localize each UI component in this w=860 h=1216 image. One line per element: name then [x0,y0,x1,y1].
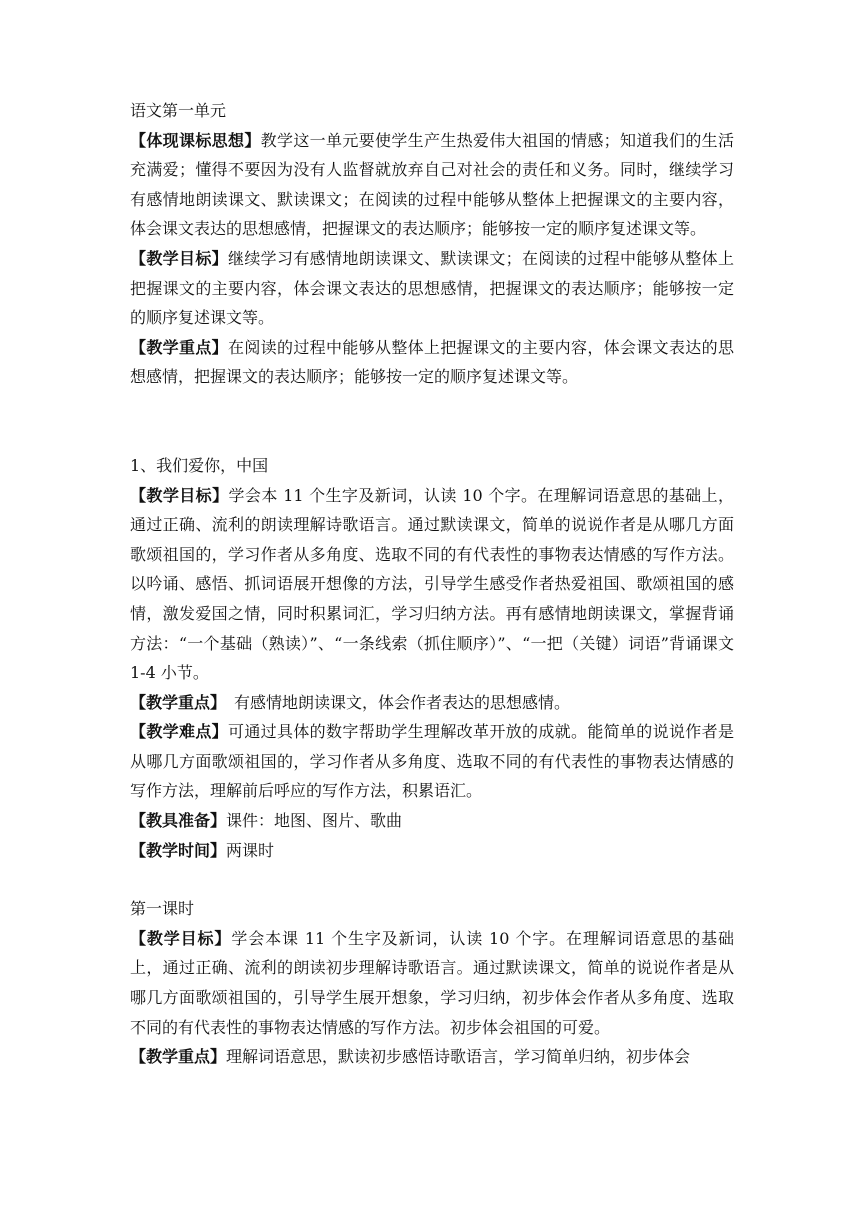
lesson-keypoints-text: 有感情地朗读课文，体会作者表达的思想感情。 [234,692,571,712]
period-objectives-text: 学会本课 11 个生字及新词，认读 10 个字。在理解词语意思的基础上，通过正确、流利的朗读初步理解诗歌语言。通过默读课文，简单的说说作者是从哪几方面歌颂祖国的，引导学生展开想象，学习归纳，初步体会作者从多角度、选取不同的有代表性的事物表达情感的写作方法。初步体会祖国的可爱。 [130,928,734,1037]
unit-keypoints-paragraph [130,333,734,392]
section-spacer [130,392,734,451]
period-keypoints-label: 【教学重点】 [130,1047,227,1067]
lesson-keypoints-label: 【教学重点】 [130,692,227,712]
lesson-materials-text: 课件：地图、图片、歌曲 [226,811,403,831]
period-keypoints-text: 理解词语意思，默读初步感悟诗歌语言，学习简单归纳，初步体会 [226,1047,691,1067]
unit-keypoints-label: 【教学重点】 [130,337,228,357]
period-objectives-paragraph [130,924,734,1042]
unit-standards-text: 教学这一单元要使学生产生热爱伟大祖国的情感；知道我们的生活充满爱；懂得不要因为没有人监督就放弃自己对社会的责任和义务。同时，继续学习有感情地朗读课文、默读课文；在阅读的过程中能够从整体上把握课文的主要内容，体会课文表达的思想感情，把握课文的表达顺序；能够按一定的顺序复述课文等。 [130,130,734,239]
unit-keypoints-text: 在阅读的过程中能够从整体上把握课文的主要内容，体会课文表达的思想感情，把握课文的表达顺序；能够按一定的顺序复述课文等。 [130,337,734,387]
unit-objectives-text: 继续学习有感情地朗读课文、默读课文；在阅读的过程中能够从整体上把握课文的主要内容，体会课文表达的思想感情，把握课文的表达顺序；能够按一定的顺序复述课文等。 [130,248,734,328]
document-page [130,96,734,1072]
unit-standards-label: 【体现课标思想】 [130,130,261,150]
period-objectives-label: 【教学目标】 [130,928,232,948]
period-keypoints-paragraph [130,1042,734,1072]
unit-standards-paragraph [130,126,734,244]
lesson-time-text: 两课时 [226,840,275,860]
lesson-difficulties-label: 【教学难点】 [130,722,228,742]
unit-objectives-label: 【教学目标】 [130,248,228,268]
lesson-objectives-text: 学会本 11 个生字及新词，认读 10 个字。在理解词语意思的基础上，通过正确、流利的朗读理解诗歌语言。通过默读课文，简单的说说作者是从哪几方面歌颂祖国的，学习作者从多角度、选取不同的有代表性的事物表达情感的写作方法。以吟诵、感悟、抓词语展开想像的方法，引导学生感受作者热爱祖国、歌颂祖国的感情，激发爱国之情，同时积累词汇，学习归纳方法。再有感情地朗读课文，掌握背诵方法：“一个基础（熟读）”、“一条线索（抓住顺序）”、“一把（关键）词语”背诵课文 1-4 小节。 [130,485,734,683]
lesson-title: 1、我们爱你，中国 [130,455,269,475]
lesson-difficulties-text: 可通过具体的数字帮助学生理解改革开放的成就。能简单的说说作者是从哪几方面歌颂祖国的，学习作者从多角度、选取不同的有代表性的事物表达情感的写作方法，理解前后呼应的写作方法，积累语汇。 [130,722,734,801]
unit-title: 语文第一单元 [130,101,227,120]
section-spacer [130,865,734,894]
unit-objectives-paragraph [130,244,734,333]
lesson-time-label: 【教学时间】 [130,840,227,860]
lesson-materials-paragraph [130,806,734,836]
lesson-materials-label: 【教具准备】 [130,811,227,831]
lesson-keypoints-paragraph [130,688,734,718]
lesson-objectives-paragraph [130,481,734,688]
period-title: 第一课时 [130,899,195,919]
lesson-objectives-label: 【教学目标】 [130,485,229,505]
lesson-difficulties-paragraph [130,717,734,806]
lesson-time-paragraph [130,836,734,866]
